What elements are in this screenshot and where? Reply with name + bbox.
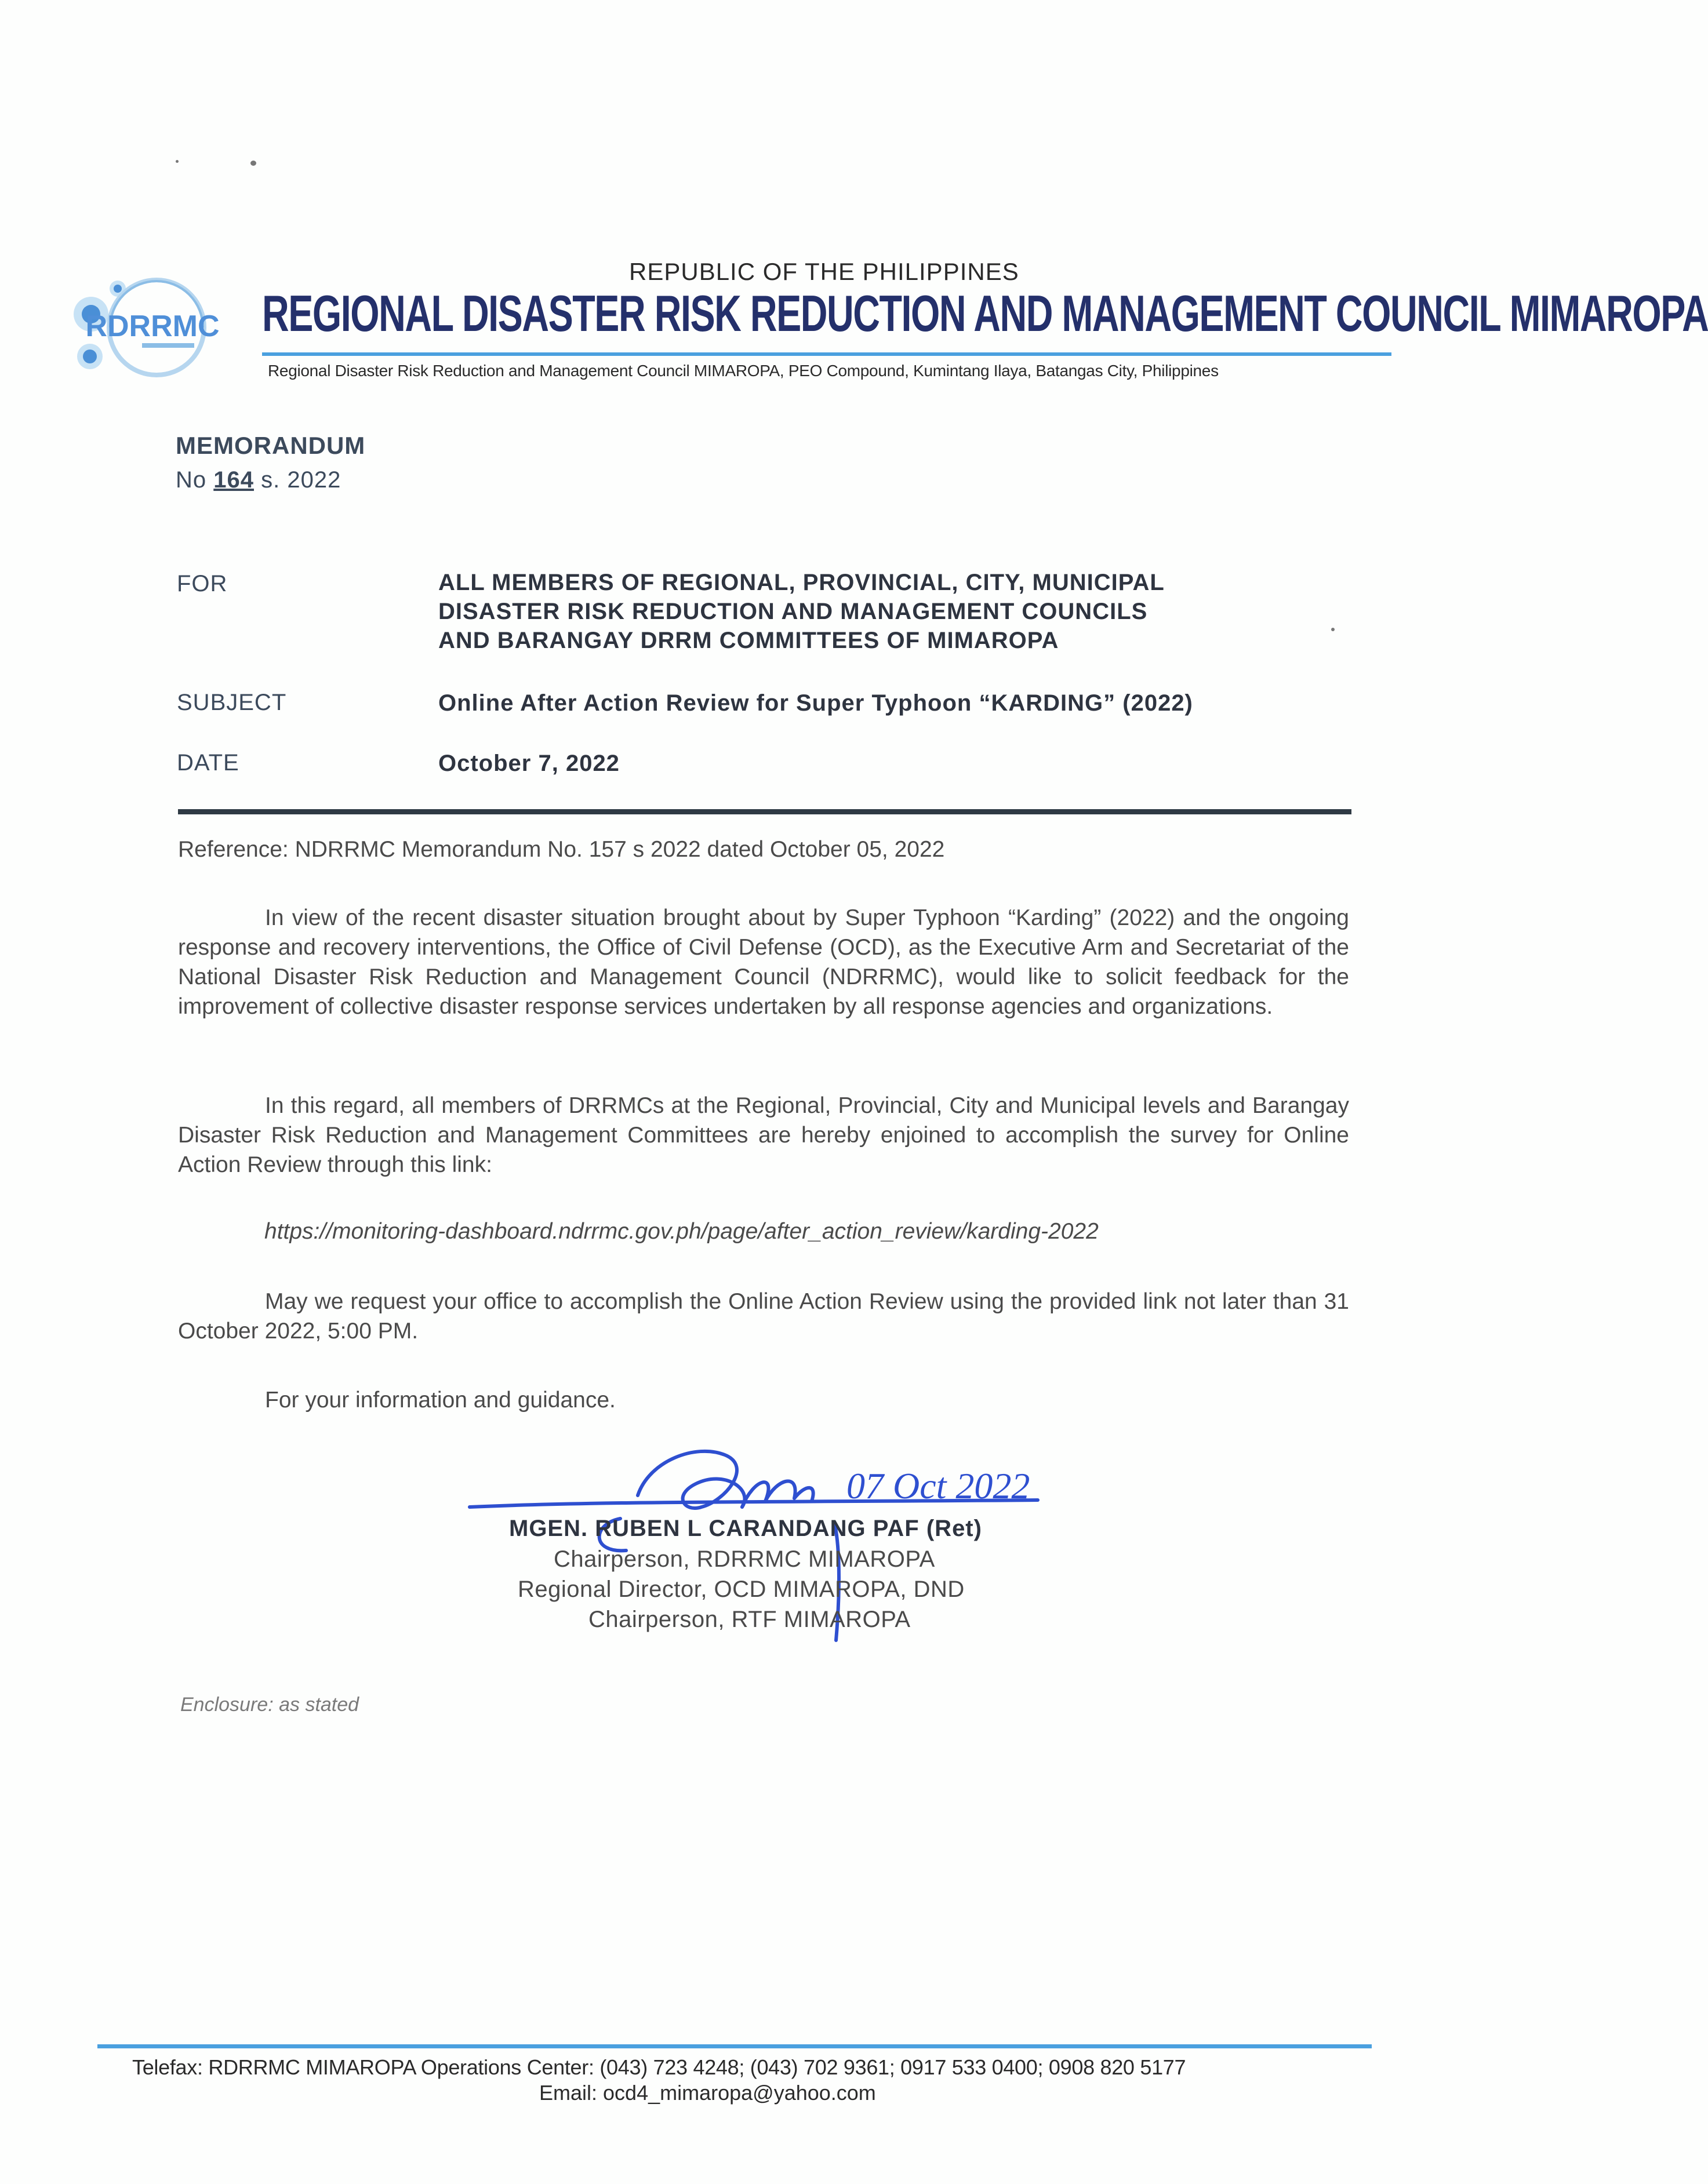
enclosure-note: Enclosure: as stated	[180, 1694, 359, 1716]
date-label: DATE	[177, 750, 239, 776]
scan-speck	[250, 161, 256, 166]
subject-label: SUBJECT	[177, 690, 287, 715]
memorandum-label: MEMORANDUM	[176, 432, 366, 459]
subject-typhoon-name: “KARDING”	[979, 690, 1116, 716]
subject-prefix: Online After Action Review for Super Typhoon	[438, 690, 979, 716]
for-label: FOR	[177, 571, 228, 596]
footer-telefax: Telefax: RDRRMC MIMAROPA Operations Center: (043) 723 4248; (043) 702 9361; 0917 533 0400; 0908 820 5177	[132, 2055, 1186, 2079]
body-paragraph-2	[178, 1091, 1349, 1180]
body-paragraph-1	[178, 903, 1349, 1021]
subject-value	[438, 689, 1193, 718]
memo-no-prefix: No	[176, 467, 214, 493]
logo-text: RDRRMC	[85, 310, 220, 343]
republic-heading: REPUBLIC OF THE PHILIPPINES	[629, 258, 1019, 285]
footer-email: Email: ocd4_mimaropa@yahoo.com	[539, 2081, 876, 2105]
memo-header-divider	[178, 809, 1351, 814]
rdrrmc-logo	[55, 278, 229, 377]
for-line: DISASTER RISK REDUCTION AND MANAGEMENT COUNCILS	[438, 599, 1148, 624]
paragraph-text: In this regard, all members of DRRMCs at the Regional, Provincial, City and Municipal levels and Barangay Disaster Risk Reduction and Management Committees are hereby enjoined to accomplish the survey for Online Action Review through this link:	[178, 1093, 1349, 1177]
survey-link: https://monitoring-dashboard.ndrrmc.gov.ph/page/after_action_review/karding-2022	[264, 1219, 1099, 1244]
body-paragraph-3	[178, 1287, 1349, 1346]
signatory-title-1: Chairperson, RDRRMC MIMAROPA	[554, 1546, 935, 1572]
scan-speck	[176, 160, 179, 163]
body-paragraph-4	[178, 1385, 1349, 1415]
memo-series: s. 2022	[254, 467, 341, 493]
paragraph-text: May we request your office to accomplish the Online Action Review using the provided link not later than 31 October 2022, 5:00 PM.	[178, 1289, 1349, 1344]
header-divider	[262, 352, 1391, 356]
for-line: ALL MEMBERS OF REGIONAL, PROVINCIAL, CITY, MUNICIPAL	[438, 570, 1165, 595]
paragraph-text: In view of the recent disaster situation brought about by Super Typhoon “Karding” (2022) and the ongoing response and recovery interventions, the Office of Civil Defense (OCD), as the Executive Arm and Secretariat of the National Disaster Risk Reduction and Management Council (NDRRMC), would like to solicit feedback for the improvement of collective disaster response services undertaken by all response agencies and organizations.	[178, 905, 1349, 1019]
for-recipients	[438, 568, 1165, 655]
memorandum-number	[176, 467, 341, 493]
council-address: Regional Disaster Risk Reduction and Management Council MIMAROPA, PEO Compound, Kumintang Ilaya, Batangas City, Philippines	[268, 362, 1219, 380]
scan-speck	[1331, 628, 1335, 631]
reference-line: Reference: NDRRMC Memorandum No. 157 s 2022 dated October 05, 2022	[178, 837, 945, 862]
for-line: AND BARANGAY DRRM COMMITTEES OF MIMAROPA	[438, 628, 1059, 653]
memo-number-value: 164	[213, 467, 254, 493]
paragraph-text: For your information and guidance.	[265, 1388, 616, 1413]
signature-date: 07 Oct 2022	[846, 1465, 1030, 1506]
subject-suffix: (2022)	[1115, 690, 1193, 716]
council-title: REGIONAL DISASTER RISK REDUCTION AND MANAGEMENT COUNCIL MIMAROPA	[262, 285, 1708, 342]
signatory-title-3: Chairperson, RTF MIMAROPA	[588, 1607, 911, 1632]
footer-divider	[97, 2044, 1372, 2048]
date-value: October 7, 2022	[438, 751, 620, 776]
signatory-name: MGEN. RUBEN L CARANDANG PAF (Ret)	[509, 1516, 982, 1541]
signatory-title-2: Regional Director, OCD MIMAROPA, DND	[518, 1577, 965, 1602]
